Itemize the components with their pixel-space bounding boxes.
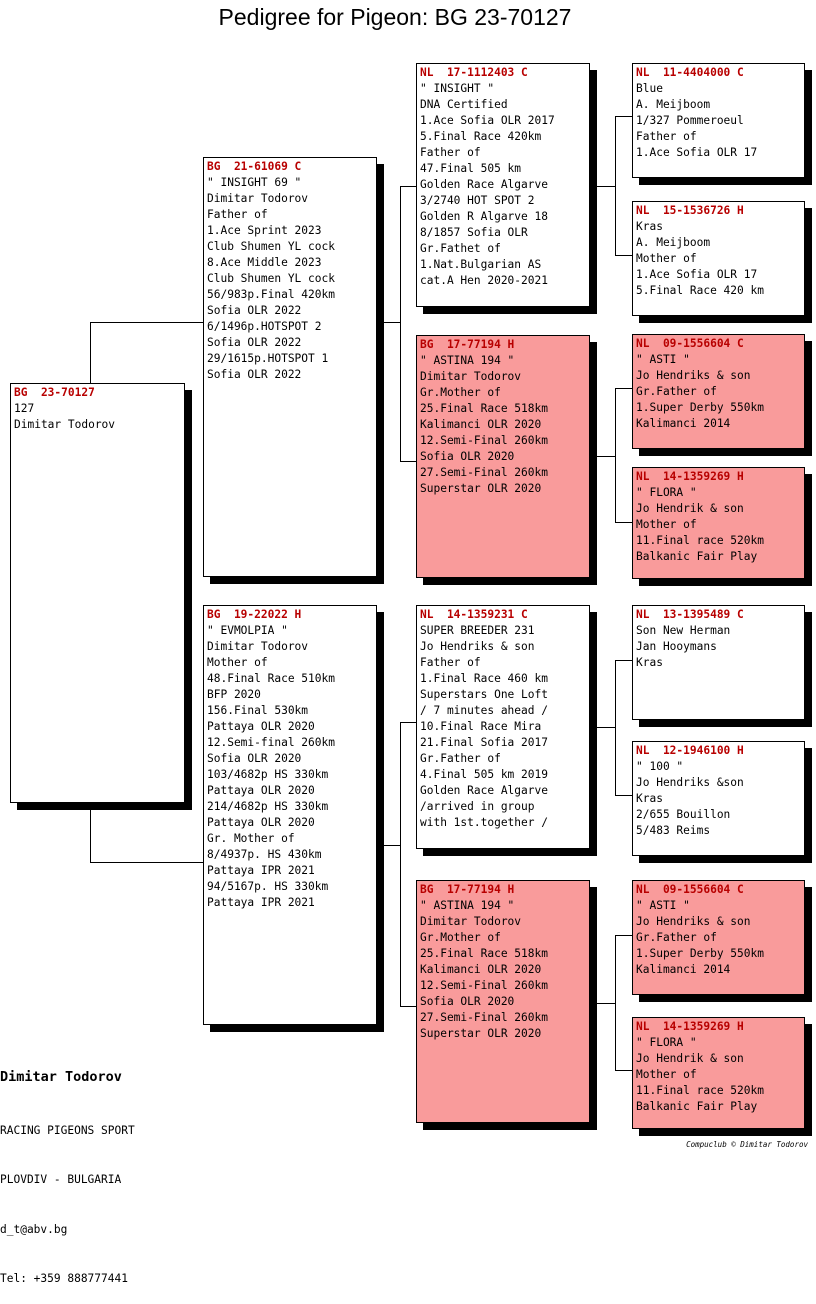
pedigree-line: Mother of bbox=[636, 252, 697, 265]
breeder-location: PLOVDIV - BULGARIA bbox=[0, 1173, 122, 1186]
pedigree-line: Sofia OLR 2022 bbox=[207, 304, 302, 317]
connector-line bbox=[615, 116, 616, 256]
pedigree-box-subject bbox=[10, 383, 185, 803]
pedigree-line: 1.Ace Sofia OLR 17 bbox=[636, 146, 758, 159]
ring-number: BG 17-77194 H bbox=[420, 338, 515, 351]
pedigree-line: Balkanic Fair Play bbox=[636, 1100, 758, 1113]
pedigree-line: 1.Super Derby 550km bbox=[636, 401, 764, 414]
pedigree-line: 214/4682p HS 330km bbox=[207, 800, 329, 813]
pedigree-line: 12.Semi-Final 260km bbox=[420, 434, 548, 447]
connector-line bbox=[615, 795, 633, 796]
pedigree-line: " INSIGHT 69 " bbox=[207, 176, 302, 189]
pedigree-line: Pattaya OLR 2020 bbox=[207, 784, 315, 797]
pedigree-line: SUPER BREEDER 231 bbox=[420, 624, 535, 637]
pedigree-line: A. Meijboom bbox=[636, 236, 711, 249]
connector-line bbox=[597, 186, 616, 187]
pedigree-line: " EVMOLPIA " bbox=[207, 624, 288, 637]
pedigree-line: Gr. Mother of bbox=[207, 832, 295, 845]
pedigree-line: 1.Final Race 460 km bbox=[420, 672, 548, 685]
pedigree-line: Dimitar Todorov bbox=[207, 192, 309, 205]
pedigree-line: 1.Ace Sofia OLR 17 bbox=[636, 268, 758, 281]
pedigree-line: Kras bbox=[636, 656, 663, 669]
pedigree-line: Jo Hendriks &son bbox=[636, 776, 744, 789]
connector-line bbox=[615, 522, 633, 523]
connector-line bbox=[90, 803, 91, 863]
pedigree-line: Kalimanci 2014 bbox=[636, 963, 731, 976]
pedigree-line: 10.Final Race Mira bbox=[420, 720, 542, 733]
pedigree-line: " FLORA " bbox=[636, 1036, 697, 1049]
connector-line bbox=[377, 322, 401, 323]
pedigree-line: Jo Hendriks & son bbox=[636, 369, 751, 382]
ring-number: NL 11-4404000 C bbox=[636, 66, 744, 79]
breeder-email: d_t@abv.bg bbox=[0, 1222, 68, 1236]
pedigree-line: Club Shumen YL cock bbox=[207, 272, 335, 285]
pedigree-line: 25.Final Race 518km bbox=[420, 402, 548, 415]
pedigree-box-dam bbox=[203, 605, 377, 1025]
pedigree-line: Gr.Father of bbox=[636, 385, 717, 398]
breeder-line: RACING PIGEONS SPORT bbox=[0, 1123, 135, 1137]
connector-line bbox=[615, 388, 633, 389]
pedigree-line: Dimitar Todorov bbox=[207, 640, 309, 653]
pedigree-line: 1.Ace Sofia OLR 2017 bbox=[420, 114, 555, 127]
connector-line bbox=[615, 660, 616, 796]
breeder-info bbox=[0, 1036, 135, 1304]
pedigree-line: Pattaya IPR 2021 bbox=[207, 896, 315, 909]
page-title: Pedigree for Pigeon: BG 23-70127 bbox=[218, 4, 572, 30]
pedigree-line: 156.Final 530km bbox=[207, 704, 309, 717]
pedigree-line: 56/983p.Final 420km bbox=[207, 288, 335, 301]
pedigree-box-dam-sire-sire bbox=[632, 605, 805, 720]
pedigree-line: Jo Hendrik & son bbox=[636, 1052, 744, 1065]
pedigree-line: Son New Herman bbox=[636, 624, 731, 637]
pedigree-box-sire-sire-sire bbox=[632, 63, 805, 178]
connector-line bbox=[400, 1006, 417, 1007]
pedigree-line: Father of bbox=[636, 130, 697, 143]
pedigree-line: Gr.Father of bbox=[420, 752, 501, 765]
ring-number: NL 14-1359269 H bbox=[636, 470, 744, 483]
pedigree-line: 3/2740 HOT SPOT 2 bbox=[420, 194, 535, 207]
pedigree-line: Dimitar Todorov bbox=[14, 418, 116, 431]
pedigree-line: Mother of bbox=[636, 518, 697, 531]
ring-number: BG 21-61069 C bbox=[207, 160, 302, 173]
ring-number: NL 14-1359269 H bbox=[636, 1020, 744, 1033]
connector-line bbox=[615, 935, 616, 1071]
pedigree-line: 8.Ace Middle 2023 bbox=[207, 256, 322, 269]
pedigree-line: Father of bbox=[420, 146, 481, 159]
pedigree-line: Golden R Algarve 18 bbox=[420, 210, 548, 223]
pedigree-line: 127 bbox=[14, 402, 35, 415]
connector-line bbox=[400, 722, 417, 723]
pedigree-box-dam-dam bbox=[416, 880, 590, 1123]
pedigree-line: " INSIGHT " bbox=[420, 82, 495, 95]
connector-line bbox=[400, 722, 401, 1007]
connector-line bbox=[615, 116, 633, 117]
pedigree-line: 94/5167p. HS 330km bbox=[207, 880, 329, 893]
pedigree-line: Jo Hendriks & son bbox=[636, 915, 751, 928]
pedigree-box-sire-sire-dam bbox=[632, 201, 805, 316]
connector-line bbox=[400, 186, 401, 462]
pedigree-line: 48.Final Race 510km bbox=[207, 672, 335, 685]
pedigree-line: Gr.Mother of bbox=[420, 386, 501, 399]
pedigree-line: 27.Semi-Final 260km bbox=[420, 1011, 548, 1024]
connector-line bbox=[615, 388, 616, 523]
pedigree-line: " FLORA " bbox=[636, 486, 697, 499]
pedigree-line: Kalimanci 2014 bbox=[636, 417, 731, 430]
ring-number: NL 09-1556604 C bbox=[636, 337, 744, 350]
pedigree-line: Sofia OLR 2022 bbox=[207, 336, 302, 349]
connector-line bbox=[90, 322, 91, 384]
pedigree-box-sire-dam-dam bbox=[632, 467, 805, 579]
pedigree-line: " 100 " bbox=[636, 760, 684, 773]
pedigree-line: Mother of bbox=[636, 1068, 697, 1081]
pedigree-box-sire-dam-sire bbox=[632, 334, 805, 449]
pedigree-line: Jan Hooymans bbox=[636, 640, 717, 653]
connector-line bbox=[400, 461, 417, 462]
pedigree-line: Jo Hendriks & son bbox=[420, 640, 535, 653]
pedigree-line: 12.Semi-final 260km bbox=[207, 736, 335, 749]
pedigree-line: 2/655 Bouillon bbox=[636, 808, 731, 821]
pedigree-line: Gr.Father of bbox=[636, 931, 717, 944]
pedigree-line: Father of bbox=[420, 656, 481, 669]
pedigree-line: Golden Race Algarve bbox=[420, 178, 548, 191]
connector-line bbox=[615, 660, 633, 661]
pedigree-line: Sofia OLR 2020 bbox=[420, 995, 515, 1008]
pedigree-line: A. Meijboom bbox=[636, 98, 711, 111]
connector-line bbox=[615, 1070, 633, 1071]
pedigree-line: 1.Nat.Bulgarian AS bbox=[420, 258, 542, 271]
pedigree-line: " ASTI " bbox=[636, 353, 690, 366]
pedigree-line: 29/1615p.HOTSPOT 1 bbox=[207, 352, 329, 365]
pedigree-line: BFP 2020 bbox=[207, 688, 261, 701]
connector-line bbox=[400, 186, 417, 187]
pedigree-box-dam-sire bbox=[416, 605, 590, 849]
pedigree-line: 21.Final Sofia 2017 bbox=[420, 736, 548, 749]
ring-number: BG 23-70127 bbox=[14, 386, 95, 399]
pedigree-line: " ASTI " bbox=[636, 899, 690, 912]
pedigree-line: 47.Final 505 km bbox=[420, 162, 522, 175]
pedigree-line: Club Shumen YL cock bbox=[207, 240, 335, 253]
pedigree-line: Kras bbox=[636, 792, 663, 805]
pedigree-line: Pattaya OLR 2020 bbox=[207, 720, 315, 733]
connector-line bbox=[597, 456, 616, 457]
pedigree-line: Superstars One Loft bbox=[420, 688, 548, 701]
pedigree-box-sire-sire bbox=[416, 63, 590, 307]
pedigree-box-dam-dam-sire bbox=[632, 880, 805, 995]
pedigree-line: 8/4937p. HS 430km bbox=[207, 848, 322, 861]
pedigree-line: Mother of bbox=[207, 656, 268, 669]
connector-line bbox=[597, 1003, 616, 1004]
pedigree-line: / 7 minutes ahead / bbox=[420, 704, 548, 717]
pedigree-line: Blue bbox=[636, 82, 663, 95]
pedigree-line: Golden Race Algarve bbox=[420, 784, 548, 797]
pedigree-line: Dimitar Todorov bbox=[420, 370, 522, 383]
ring-number: NL 13-1395489 C bbox=[636, 608, 744, 621]
pedigree-line: Superstar OLR 2020 bbox=[420, 1027, 542, 1040]
pedigree-line: cat.A Hen 2020-2021 bbox=[420, 274, 548, 287]
pedigree-line: 5/483 Reims bbox=[636, 824, 711, 837]
ring-number: NL 12-1946100 H bbox=[636, 744, 744, 757]
ring-number: NL 14-1359231 C bbox=[420, 608, 528, 621]
pedigree-line: Kras bbox=[636, 220, 663, 233]
connector-line bbox=[597, 727, 616, 728]
pedigree-line: Pattaya IPR 2021 bbox=[207, 864, 315, 877]
pedigree-line: Superstar OLR 2020 bbox=[420, 482, 542, 495]
pedigree-line: " ASTINA 194 " bbox=[420, 354, 515, 367]
pedigree-line: Kalimanci OLR 2020 bbox=[420, 418, 542, 431]
ring-number: NL 17-1112403 C bbox=[420, 66, 528, 79]
footer-credit: Compuclub © Dimitar Todorov bbox=[686, 1140, 808, 1149]
pedigree-line: Gr.Fathet of bbox=[420, 242, 501, 255]
pedigree-line: 8/1857 Sofia OLR bbox=[420, 226, 528, 239]
connector-line bbox=[90, 862, 204, 863]
pedigree-line: 6/1496p.HOTSPOT 2 bbox=[207, 320, 322, 333]
breeder-phone: Tel: +359 888777441 bbox=[0, 1272, 128, 1285]
pedigree-line: Gr.Mother of bbox=[420, 931, 501, 944]
ring-number: BG 17-77194 H bbox=[420, 883, 515, 896]
ring-number: NL 09-1556604 C bbox=[636, 883, 744, 896]
pedigree-box-sire-dam bbox=[416, 335, 590, 578]
pedigree-line: Sofia OLR 2022 bbox=[207, 368, 302, 381]
pedigree-line: 5.Final Race 420 km bbox=[636, 284, 764, 297]
connector-line bbox=[90, 322, 204, 323]
connector-line bbox=[615, 255, 633, 256]
pedigree-box-sire bbox=[203, 157, 377, 577]
connector-line bbox=[377, 845, 401, 846]
pedigree-line: 25.Final Race 518km bbox=[420, 947, 548, 960]
pedigree-line: Father of bbox=[207, 208, 268, 221]
pedigree-line: /arrived in group bbox=[420, 800, 535, 813]
pedigree-line: 1.Super Derby 550km bbox=[636, 947, 764, 960]
ring-number: NL 15-1536726 H bbox=[636, 204, 744, 217]
pedigree-line: 1/327 Pommeroeul bbox=[636, 114, 744, 127]
pedigree-line: 12.Semi-Final 260km bbox=[420, 979, 548, 992]
pedigree-line: DNA Certified bbox=[420, 98, 508, 111]
pedigree-box-dam-dam-dam bbox=[632, 1017, 805, 1129]
ring-number: BG 19-22022 H bbox=[207, 608, 302, 621]
pedigree-line: 27.Semi-Final 260km bbox=[420, 466, 548, 479]
pedigree-box-dam-sire-dam bbox=[632, 741, 805, 856]
pedigree-line: " ASTINA 194 " bbox=[420, 899, 515, 912]
pedigree-line: 1.Ace Sprint 2023 bbox=[207, 224, 322, 237]
pedigree-line: Jo Hendrik & son bbox=[636, 502, 744, 515]
connector-line bbox=[615, 935, 633, 936]
pedigree-line: Sofia OLR 2020 bbox=[420, 450, 515, 463]
pedigree-line: Balkanic Fair Play bbox=[636, 550, 758, 563]
pedigree-line: Dimitar Todorov bbox=[420, 915, 522, 928]
breeder-name: Dimitar Todorov bbox=[0, 1069, 122, 1085]
pedigree-line: Sofia OLR 2020 bbox=[207, 752, 302, 765]
pedigree-line: 5.Final Race 420km bbox=[420, 130, 542, 143]
pedigree-line: 4.Final 505 km 2019 bbox=[420, 768, 548, 781]
pedigree-line: 11.Final race 520km bbox=[636, 1084, 764, 1097]
pedigree-line: 103/4682p HS 330km bbox=[207, 768, 329, 781]
pedigree-line: with 1st.together / bbox=[420, 816, 548, 829]
pedigree-line: Kalimanci OLR 2020 bbox=[420, 963, 542, 976]
pedigree-line: Pattaya OLR 2020 bbox=[207, 816, 315, 829]
pedigree-line: 11.Final race 520km bbox=[636, 534, 764, 547]
